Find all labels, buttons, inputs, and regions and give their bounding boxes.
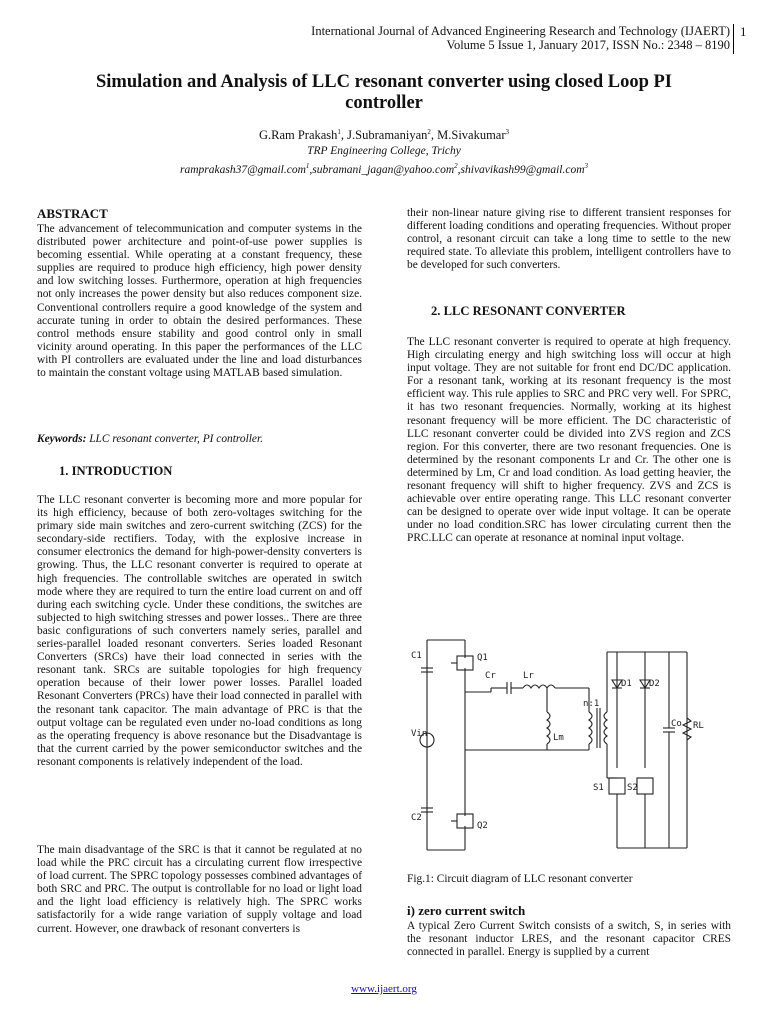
email-3: ,shivavikash99@gmail.com — [457, 163, 585, 176]
paper-title: Simulation and Analysis of LLC resonant converter using closed Loop PI controller — [96, 72, 672, 113]
email-2: ,subramani_jagan@yahoo.com — [309, 163, 455, 176]
author-2-mark: 2 — [427, 128, 431, 136]
lm-inductor — [547, 712, 550, 744]
label-d1: D1 — [621, 679, 632, 689]
llc-paragraph: The LLC resonant converter is required to operate at high frequency. High circulating energy and high switching loss will occur at high input voltage. They are not suitable for front end DC/DC application. For a resonant tank, working at its resonant frequency is the most efficient way. This rule applies to SRC and PRC very well. For SPRC, it has two resonant frequencies. Normally, working at its highest resonant frequency will be more efficient. The DC characteristic of LLC resonant converter could be divided into ZVS region and ZCS region. For this converter, there are two resonant frequencies. One is determined by the resonant components Lr and Cr. The other one is determined by Lm, Cr and load condition. As load getting heavier, the resonant frequency will shift to higher frequency. ZVS and ZCS is achievable over entire operating range. This LLC resonant converter can be designed to operate over wide input voltage. It can be operate under no load condition.SRC has lower circulating current then the PRC.LLC can operate at resonance at nominal input voltage. — [407, 336, 731, 545]
email-3-mark: 3 — [584, 162, 588, 170]
keywords — [37, 433, 362, 446]
intro-paragraph-3: their non-linear nature giving rise to different transient responses for different loading conditions and operating frequencies. Without proper control, a resonant circuit can take a long time to settle to the new required state. To alleviate this problem, intelligent controllers have to be developed for such converters. — [407, 207, 731, 272]
intro-paragraph-1: The LLC resonant converter is becoming more and more popular for its high efficiency, because of both zero-voltages switching for the primary side main switches and zero-current switching (ZCS) for the secondary-side rectifiers. Today, with the explosive increase in consumer electronics the demand for high-power-density converters is growing. Thus, the LLC resonant converter is required to operate at high frequencies. The controllable switches are operated in switch mode where they are required to turn the entire load current on and off during each switching cycle. Under these conditions, the switches are subjected to high switching stresses and power losses.. There are three basic configurations of such converters namely series, parallel and series-parallel loaded resonant converters. Series loaded Resonant Converters (SRCs) have their load connected in series with the resonant tank. SRCs are suitable topologies for high frequency operation because of their lower power losses. Parallel loaded Resonant Converters (PRCs) have their load connected in parallel with the resonant tank capacitor. The main advantage of PRC is that the output voltage can be regulated even under no-load conditions as long as the operating frequency is above resonance but the Disadvantage is that the current carried by the power semiconductor switches and the resonant components is relatively independent of the load. — [37, 494, 362, 768]
author-list — [60, 128, 708, 143]
author-3: , M.Sivakumar — [430, 128, 506, 143]
zcs-text: A typical Zero Current Switch consists of a switch, S, in series with the resonant inductor LRES, and the resonant capacitor CRES connected in parallel. Energy is supplied by a current — [407, 920, 731, 959]
label-c2: C2 — [411, 813, 422, 823]
journal-name: International Journal of Advanced Engineering Research and Technology (IJAERT) — [311, 24, 730, 38]
label-vin: Vin — [411, 729, 428, 739]
s2-switch — [637, 778, 653, 794]
abstract-heading: ABSTRACT — [37, 206, 108, 221]
label-q2: Q2 — [477, 821, 488, 831]
abstract-text: The advancement of telecommunication and computer systems in the distributed power architecture and point-of-use power supplies is becoming essential. While operating at a constant frequency, these supplies are required to produce high efficiency, high power density and low switching losses. Furthermore, operation at high frequencies not only increases the power density but also reduces component size. Conventional controllers require a good knowledge of the system and accurate tuning in order to obtain the desired performances. These control methods ensure stability and good control only in small vicinity around operating. In this paper the performances of the LLC with PI controllers are evaluated under the line and load disturbances to maintain the constant voltage using MATLAB based simulation. — [37, 223, 362, 380]
label-co: Co — [671, 719, 682, 729]
email-1-mark: 1 — [305, 162, 310, 170]
label-lr: Lr — [523, 671, 534, 681]
author-2: , J.Subramaniyan — [340, 128, 428, 143]
label-lm: Lm — [553, 733, 564, 743]
issue-info: Volume 5 Issue 1, January 2017, ISSN No.: 2348 – 8190 — [446, 38, 730, 52]
page-number: 1 — [740, 24, 747, 39]
label-s2: S2 — [627, 783, 638, 793]
q1-mosfet — [457, 656, 473, 670]
llc-circuit-diagram — [407, 628, 707, 860]
author-1: G.Ram Prakash — [258, 128, 338, 143]
intro-paragraph-2: The main disadvantage of the SRC is that it cannot be regulated at no load while the PRC circuit has a circulating current flow irrespective of load current. The SPRC topology possesses combined advantages of both SRC and PRC. The output is controllable for no load or light load and the light load efficiency is relatively high. The SPRC works satisfactorily for a wide range variation of supply voltage and load current. However, one drawback of resonant converters is — [37, 844, 362, 935]
s1-switch — [609, 778, 625, 794]
q2-mosfet — [457, 814, 473, 828]
email-2-mark: 2 — [454, 162, 458, 170]
label-q1: Q1 — [477, 653, 488, 663]
keywords-text: LLC resonant converter, PI controller. — [86, 433, 264, 445]
footer-link[interactable]: www.ijaert.org — [351, 983, 417, 995]
label-c1: C1 — [411, 651, 422, 661]
label-cr: Cr — [485, 671, 496, 681]
author-3-mark: 3 — [505, 128, 510, 136]
label-s1: S1 — [593, 783, 604, 793]
zcs-heading: i) zero current switch — [407, 903, 526, 918]
intro-heading: 1. INTRODUCTION — [59, 464, 173, 478]
label-ratio: n:1 — [583, 699, 600, 709]
email-list — [60, 162, 708, 176]
llc-heading: 2. LLC RESONANT CONVERTER — [431, 304, 626, 318]
lr-inductor — [523, 685, 555, 688]
figure-caption: Fig.1: Circuit diagram of LLC resonant converter — [407, 873, 633, 885]
transformer-primary — [589, 712, 592, 744]
email-1: ramprakash37@gmail.com — [180, 163, 306, 176]
affiliation: TRP Engineering College, Trichy — [307, 145, 461, 157]
transformer-secondary — [604, 712, 607, 744]
keywords-label: Keywords: — [37, 433, 87, 445]
label-d2: D2 — [649, 679, 660, 689]
header-divider — [733, 24, 734, 54]
author-1-mark: 1 — [337, 128, 341, 136]
label-rl: RL — [693, 721, 704, 731]
